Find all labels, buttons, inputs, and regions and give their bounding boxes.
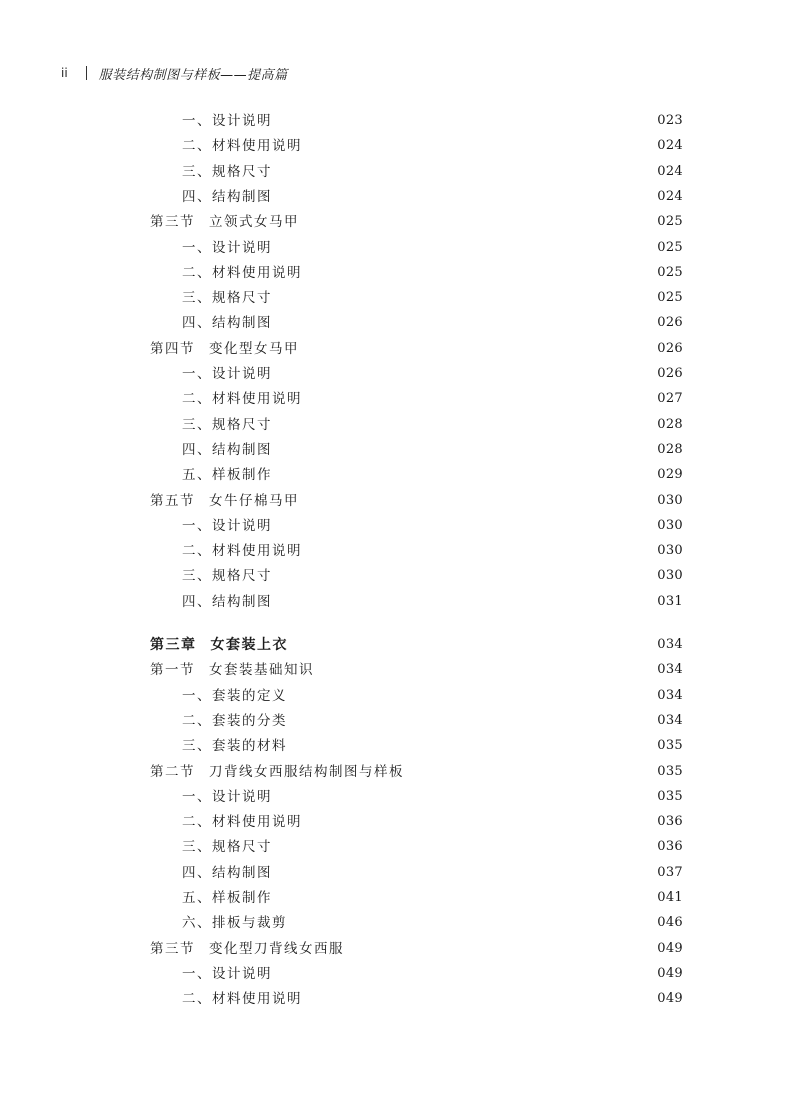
toc-page-number: 025 [657,239,683,255]
toc-entry-text: 变化型刀背线女西服 [209,940,344,957]
toc-entry-title [150,211,299,233]
toc-item-row [0,862,790,884]
toc-entry-title [150,490,299,512]
toc-page-number: 030 [657,543,683,559]
toc-page-number: 030 [657,568,683,584]
toc-page-number: 035 [657,763,683,779]
toc-leader-dots [315,338,651,360]
toc-leader-dots [288,786,651,808]
toc-chapter-row [0,634,790,656]
toc-leader-dots [315,211,651,233]
toc-item-row [0,710,790,732]
toc-section-row [0,761,790,783]
toc-leader-dots [303,735,651,757]
toc-leader-dots [288,836,651,858]
toc-page-number: 025 [657,290,683,306]
toc-section-row [0,659,790,681]
toc-page-number: 026 [657,340,683,356]
toc-section-row [0,338,790,360]
toc-entry-title: 一、设计说明 [182,113,272,129]
toc-entry-title: 二、材料使用说明 [182,814,302,831]
toc-page-number: 034 [657,662,683,678]
toc-item-row [0,237,790,259]
toc-item-row [0,540,790,562]
toc-entry-title: 四、结构制图 [182,441,272,458]
toc-leader-dots [288,439,651,461]
toc-page-number: 024 [657,138,683,154]
toc-leader-dots [315,490,651,512]
toc-item-row [0,414,790,436]
toc-item-row [0,735,790,757]
toc-page-number: 030 [657,492,683,508]
toc-page-number: 024 [657,188,683,204]
toc-entry-number: 第三节 [150,940,195,957]
toc-entry-number: 第四节 [150,340,195,357]
toc-entry-text: 立领式女马甲 [209,214,299,231]
toc-leader-dots [303,685,651,707]
toc-item-row [0,110,790,132]
toc-entry-title [150,938,344,960]
toc-leader-dots [288,287,651,309]
toc-item-row [0,312,790,334]
toc-item-row [0,161,790,183]
toc-leader-dots [288,963,651,985]
toc-section-row [0,211,790,233]
toc-page-number: 025 [657,214,683,230]
toc-page-number: 037 [657,864,683,880]
toc-entry-title [150,338,299,360]
toc-entry-title: 四、结构制图 [182,188,272,205]
toc-item-row [0,464,790,486]
toc-item-row [0,963,790,985]
toc-leader-dots [288,363,651,385]
toc-entry-title: 二、材料使用说明 [182,264,302,281]
toc-leader-dots [318,988,651,1010]
toc-item-row [0,135,790,157]
toc-entry-text: 女套装基础知识 [209,662,314,679]
toc-leader-dots [318,262,651,284]
toc-entry-title: 三、套装的材料 [182,738,287,755]
toc-leader-dots [288,565,651,587]
toc-entry-number: 第三节 [150,214,195,231]
toc-page-number: 049 [657,965,683,981]
toc-entry-title: 一、设计说明 [182,517,272,534]
toc-item-row [0,988,790,1010]
toc-entry-title: 三、规格尺寸 [182,568,272,585]
toc-entry-title: 一、设计说明 [182,239,272,256]
toc-item-row [0,565,790,587]
toc-entry-title: 一、设计说明 [182,965,272,982]
toc-leader-dots [318,388,651,410]
toc-leader-dots [288,414,651,436]
toc-entry-title: 二、材料使用说明 [182,138,302,155]
toc-entry-title: 五、样板制作 [182,890,272,906]
toc-item-row [0,887,790,909]
toc-page-number: 049 [657,991,683,1007]
toc-page-number: 034 [657,687,683,703]
toc-entry-title: 六、排板与裁剪 [182,915,287,932]
toc-leader-dots [288,464,651,486]
toc-entry-title: 二、材料使用说明 [182,391,302,408]
toc-entry-title: 三、规格尺寸 [182,839,272,856]
toc-leader-dots [318,811,651,833]
toc-entry-number: 第三章 [150,637,197,653]
toc-entry-title: 二、材料使用说明 [182,543,302,560]
toc-entry-title: 四、结构制图 [182,864,272,881]
toc-entry-text: 女套装上衣 [210,637,288,653]
toc-entry-title: 一、设计说明 [182,366,272,382]
toc-leader-dots [318,135,651,157]
toc-page-number: 041 [657,890,683,905]
toc-page-number: 035 [657,788,683,804]
toc-page-number: 028 [657,441,683,457]
toc-entry-text: 变化型女马甲 [209,340,299,357]
toc-entry-title: 三、规格尺寸 [182,163,272,180]
toc-page-number: 025 [657,264,683,280]
toc-section-row [0,938,790,960]
page-number: ii [61,66,68,80]
toc-item-row [0,363,790,385]
toc-item-row [0,186,790,208]
toc-leader-dots [330,659,651,681]
toc-leader-dots [303,912,651,934]
toc-page-number: 030 [657,517,683,533]
toc-item-row [0,786,790,808]
toc-entry-text: 刀背线女西服结构制图与样板 [209,763,404,780]
toc-entry-title: 一、设计说明 [182,788,272,805]
toc-item-row [0,439,790,461]
toc-leader-dots [303,710,651,732]
toc-item-row [0,515,790,537]
toc-leader-dots [288,591,651,613]
toc-page-number: 027 [657,391,683,407]
toc-page-number: 036 [657,839,683,855]
toc-entry-title: 一、套装的定义 [182,687,287,704]
toc-entry-title [150,761,404,783]
toc-page-number: 026 [657,315,683,331]
toc-entry-title [150,659,314,681]
toc-item-row [0,685,790,707]
toc-item-row [0,591,790,613]
toc-leader-dots [288,515,651,537]
toc-entry-text: 女牛仔棉马甲 [209,492,299,509]
toc-item-row [0,262,790,284]
toc-page-number: 028 [657,416,683,432]
toc-leader-dots [288,161,651,183]
toc-page-number: 023 [657,113,683,128]
toc-page-number: 034 [657,712,683,728]
toc-entry-title: 四、结构制图 [182,315,272,332]
toc-leader-dots [288,312,651,334]
toc-leader-dots [304,634,651,656]
toc-page-number: 046 [657,915,683,931]
toc-leader-dots [288,186,651,208]
toc-page-number: 031 [657,593,683,609]
toc-item-row [0,811,790,833]
toc-entry-title: 二、材料使用说明 [182,991,302,1008]
toc-entry-title [150,634,288,656]
toc-leader-dots [288,110,651,132]
toc-page-number: 036 [657,814,683,830]
toc-entry-title: 二、套装的分类 [182,712,287,729]
toc-leader-dots [288,862,651,884]
book-title: 服装结构制图与样板——提高篇 [98,67,288,83]
toc-page-number: 026 [657,366,683,381]
toc-leader-dots [288,237,651,259]
toc-item-row [0,836,790,858]
toc-section-row [0,490,790,512]
toc-entry-title: 五、样板制作 [182,467,272,484]
toc-page-number: 035 [657,738,683,754]
toc-item-row [0,912,790,934]
toc-entry-number: 第二节 [150,763,195,780]
toc-leader-dots [420,761,651,783]
toc-page-number: 024 [657,163,683,179]
toc-leader-dots [360,938,651,960]
toc-page-number: 049 [657,940,683,956]
toc-page-number: 029 [657,467,683,483]
toc-item-row [0,287,790,309]
toc-entry-title: 三、规格尺寸 [182,416,272,433]
toc-entry-number: 第五节 [150,492,195,509]
toc-entry-title: 四、结构制图 [182,593,272,610]
toc-leader-dots [288,887,651,909]
toc-page-number: 034 [657,637,683,652]
toc-entry-number: 第一节 [150,662,195,679]
toc-entry-title: 三、规格尺寸 [182,290,272,307]
toc-leader-dots [318,540,651,562]
toc-item-row [0,388,790,410]
